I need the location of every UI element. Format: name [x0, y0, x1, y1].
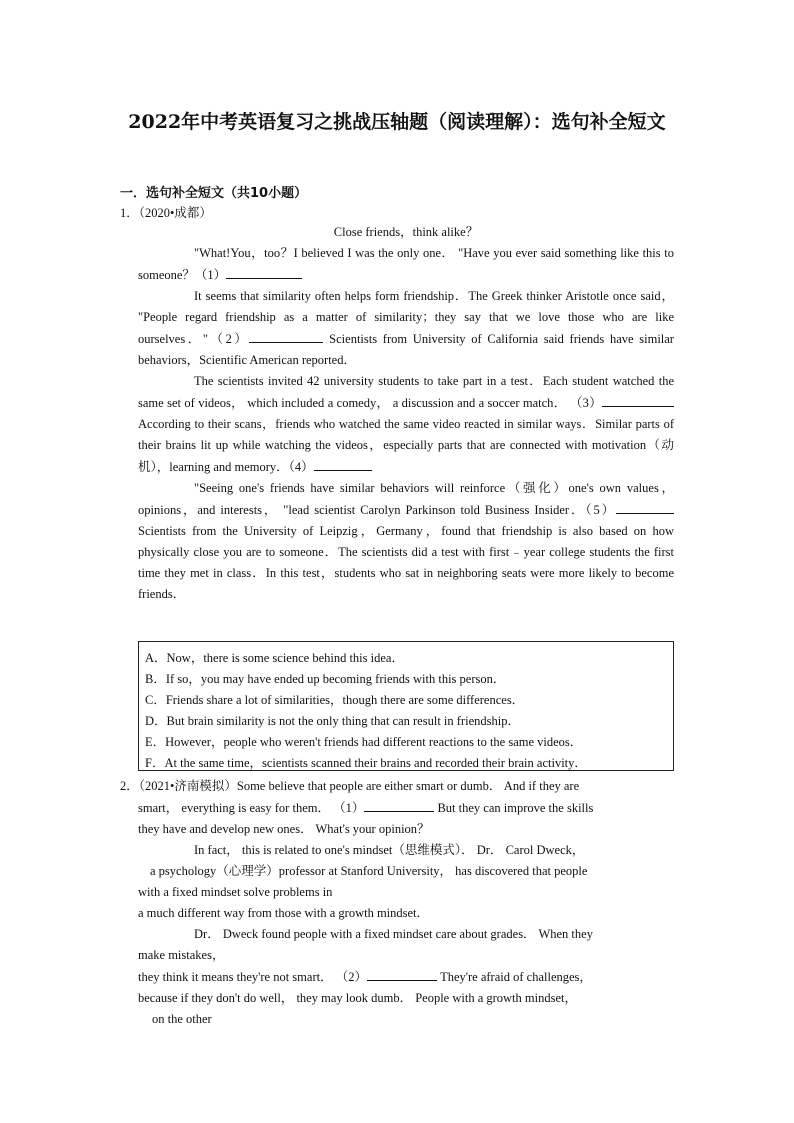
passage-paragraph-1	[138, 243, 674, 286]
answer-blank-4[interactable]	[314, 456, 372, 471]
option-c: C．Friends share a lot of similarities，though there are some differences．	[145, 693, 525, 707]
paragraph-text: "What!You，too？I believed I was the only one． "Have you ever said something like this to someone？（1）	[138, 246, 674, 282]
passage-paragraph-4	[138, 478, 674, 605]
question-2-line: In fact， this is related to one's mindset（思维模式）． Dr． Carol Dweck，	[194, 843, 585, 857]
question-2-line	[120, 966, 660, 988]
question-2-line	[120, 797, 660, 819]
question-1-number: 1．（2020•成都）	[120, 206, 212, 220]
option-e: E．However，people who weren't friends had different reactions to the same videos．	[145, 735, 583, 749]
answer-blank-2[interactable]	[249, 328, 323, 343]
question-2-line: a much different way from those with a growth mindset．	[138, 906, 430, 920]
paragraph-text: It seems that similarity often helps form friendship．The Greek thinker Aristotle once said， "People regard friendship as a matter of similarity；they say that we love those who are like ourselves．"（2）	[138, 289, 674, 346]
option-f: F．At the same time，scientists scanned their brains and recorded their brain activity．	[145, 756, 587, 770]
question-2-line: 2．（2021•济南模拟）Some believe that people are either smart or dumb． And if they are	[120, 779, 580, 793]
line-text: They're afraid of challenges，	[436, 970, 592, 984]
option-a: A．Now，there is some science behind this idea．	[145, 651, 404, 665]
line-text: smart， everything is easy for them． （1）	[138, 801, 365, 815]
question-1-passage	[138, 222, 674, 605]
paragraph-text: Scientists from University of California said friends have similar behaviors，Scientific American reported．	[138, 332, 674, 367]
question-2-line: Dr． Dweck found people with a fixed mindset care about grades． When they	[194, 927, 593, 941]
question-2-line: because if they don't do well， they may look dumb． People with a growth mindset，	[138, 991, 577, 1005]
question-2-line: on the other	[152, 1012, 212, 1026]
passage-paragraph-2	[138, 286, 674, 371]
question-2-line: a psychology（心理学）professor at Stanford University， has discovered that people	[150, 864, 588, 878]
answer-blank-1[interactable]	[364, 797, 434, 812]
answer-blank-1[interactable]	[226, 264, 302, 279]
answer-blank-2[interactable]	[367, 966, 437, 981]
paragraph-text: Scientists from the University of Leipzig，Germany，found that friendship is also based on how physically close you are to someone．The scientists did a test with first﹣year college students the first time they met in class．In this test，students who sat in neighboring seats were more likely to become friends．	[138, 524, 674, 601]
line-text: they think it means they're not smart． （2）	[138, 970, 367, 984]
options-box	[138, 641, 674, 771]
line-text: But they can improve the skills	[434, 801, 594, 815]
paragraph-text: The scientists invited 42 university students to take part in a test．Each student watched the same set of videos， which included a comedy， a discussion and a soccer match． （3）	[138, 374, 674, 410]
question-2-line: with a fixed mindset solve problems in	[138, 885, 333, 899]
passage-title: Close friends，think alike？	[333, 225, 479, 239]
option-d: D．But brain similarity is not the only thing that can result in friendship．	[145, 714, 520, 728]
passage-paragraph-3	[138, 371, 674, 478]
question-2-line: make mistakes，	[138, 948, 225, 962]
answer-blank-5[interactable]	[616, 499, 674, 514]
page-title: 2022年中考英语复习之挑战压轴题（阅读理解）：选句补全短文	[128, 111, 666, 133]
section-heading: 一．选句补全短文（共10小题）	[120, 186, 308, 201]
question-2-passage	[120, 776, 660, 1030]
answer-blank-3[interactable]	[602, 392, 674, 407]
paragraph-text: "Seeing one's friends have similar behaviors will reinforce（强化）one's own values，opinions，and interests， "lead scientist Carolyn Parkinson told Business Insider．（5）	[138, 481, 674, 517]
option-b: B．If so，you may have ended up becoming friends with this person．	[145, 672, 506, 686]
question-2-line: they have and develop new ones． What's your opinion？	[138, 822, 430, 836]
paragraph-text: According to their scans，friends who watched the same video reacted in similar ways．Similar parts of their brains lit up while watching the videos，especially parts that are connected with motivation（动机），learning and memory．（4）	[138, 417, 674, 474]
